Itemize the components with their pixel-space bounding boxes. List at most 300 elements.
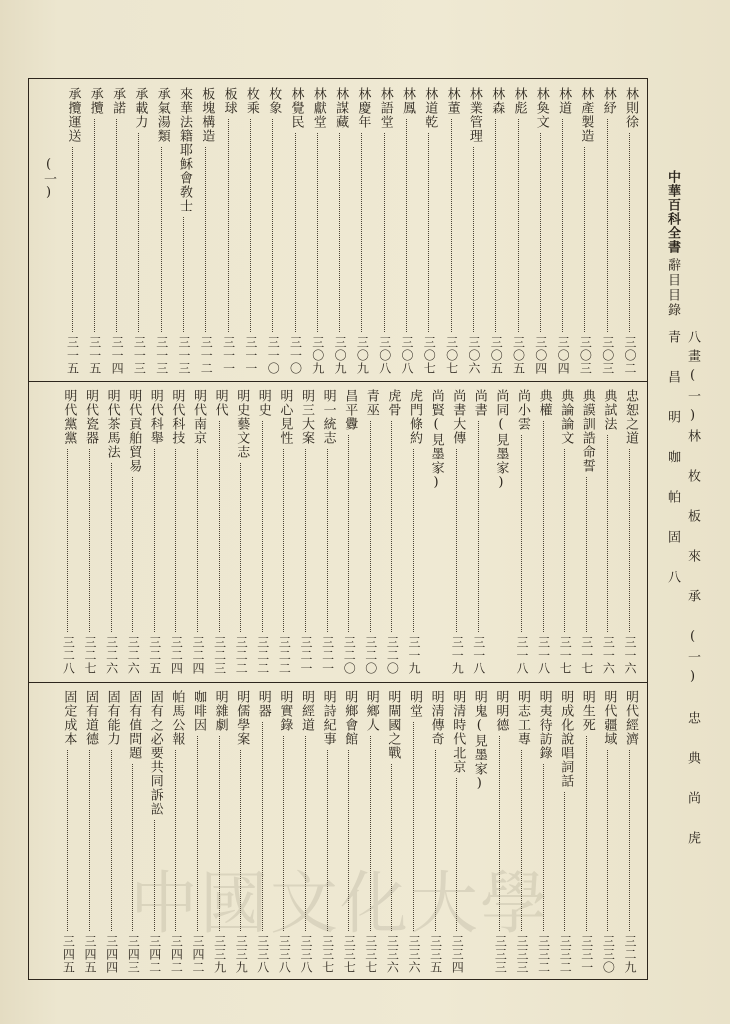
index-entry [57,389,79,677]
entry-term: 林慶年 [355,87,371,129]
entry-term: 承諾 [110,87,126,115]
index-entry [489,690,511,976]
entry-term: 明清時代北京 [450,690,466,774]
index-entry [338,389,360,677]
index-entry [619,690,641,976]
entry-page: 三二二 [277,636,292,675]
leader-dots [111,463,112,632]
index-entry [485,87,507,377]
entry-term: 青巫 [363,389,379,417]
entry-page: 三三九 [234,935,249,974]
entry-term: 明儒學案 [234,690,250,746]
entry-term: 明代 [212,389,228,417]
entry-page: 三〇八 [400,336,414,375]
entry-term: 林道 [556,87,572,115]
entry-page: 三四二 [191,935,205,974]
entry-page: 三二二 [234,636,249,675]
leader-dots [161,147,162,332]
leader-dots [361,133,362,332]
leader-dots [283,449,284,632]
entry-page: 三一二 [199,336,214,375]
leader-dots [473,147,474,332]
index-entry [101,690,123,976]
index-entry [533,389,555,677]
entry-page: 三二〇 [385,636,400,675]
entry-term: 明清傳奇 [428,690,444,746]
entry-term: 林業管理 [466,87,482,143]
entry-term: 明志工專 [515,690,530,746]
entry-page: 三〇四 [556,336,571,375]
entry-term: 林獻堂 [310,87,326,129]
leader-dots [116,119,117,332]
leader-dots [132,477,133,632]
entry-page: 三一七 [558,636,573,675]
index-entry [195,87,217,377]
leader-dots [562,119,563,332]
entry-term: 明代黨黨 [61,389,77,445]
leader-dots [435,750,436,931]
leader-dots [132,764,133,931]
leader-dots [295,133,296,332]
entry-term: 典試法 [601,389,617,431]
index-entry [317,389,339,677]
leader-dots [629,750,630,931]
entry-page: 三三八 [255,935,270,974]
entry-term: 承載力 [132,87,148,129]
entry-term: 林紓 [600,87,616,115]
index-entry [552,87,574,377]
entry-term: 枚乘 [243,87,259,115]
leader-dots [518,119,519,332]
entry-term: 林彪 [511,87,527,115]
leader-dots [240,750,241,931]
leader-dots [521,750,522,931]
sub-section-marker: (一) [41,157,56,200]
entry-page: 三二二 [255,636,270,675]
entry-term: 明代科技 [169,389,185,445]
leader-dots [283,736,284,931]
entry-page: 三三七 [320,935,335,974]
entry-term: 承攬 [87,87,103,115]
leader-dots [543,421,544,632]
entry-page: 三一〇 [288,336,303,375]
index-entry [252,690,274,976]
index-entry [151,87,173,377]
index-entry [530,87,552,377]
entry-page: 三四五 [83,935,97,974]
leader-dots [629,449,630,632]
entry-page: 三三三 [515,935,529,974]
running-header [658,170,700,870]
leader-dots [370,421,371,632]
entry-page: 三四五 [61,935,76,974]
leader-dots [540,133,541,332]
index-entry [576,389,598,677]
entry-page: 三三六 [407,935,421,974]
leader-dots [456,778,457,931]
leader-dots [406,119,407,332]
entry-term: 尚賢(見墨家) [428,389,444,491]
entry-term: 承氣湯類 [154,87,170,143]
entry-term: 典論論文 [558,389,574,445]
entry-term: 承攬運送 [65,87,81,143]
entry-page: 三四三 [126,935,141,974]
leader-dots [478,421,479,632]
entry-term: 明鄉人 [363,690,379,732]
leader-dots [72,147,73,332]
entry-term: 林鳳 [400,87,415,115]
leader-dots [272,119,273,332]
leader-dots [564,449,565,632]
entry-term: 忠恕之道 [623,389,638,445]
leader-dots [564,792,565,931]
entry-term: 明鄉會館 [342,690,358,746]
entry-term: 典權 [536,389,552,417]
entry-page: 三一五 [87,336,102,375]
index-entry [338,690,360,976]
leader-dots [228,119,229,332]
entry-page: 三一六 [601,636,616,675]
entry-term: 固有之必要共同訴訟 [147,690,163,816]
index-entry [230,389,252,677]
entry-page: 三一三 [177,336,191,375]
leader-dots [495,119,496,332]
entry-page: 三三二 [536,935,551,974]
index-entry [79,389,101,677]
index-entry [165,690,187,976]
index-entry [230,690,252,976]
leader-dots [428,133,429,332]
leader-dots [607,750,608,931]
leader-dots [327,750,328,931]
entry-term: 明史藝文志 [234,389,250,459]
entry-page: 三二一 [320,636,335,675]
entry-page: 三〇八 [377,336,392,375]
index-section-3 [29,690,649,976]
index-entry [351,87,373,377]
entry-page: 三〇五 [511,336,526,375]
entry-page: 三三九 [212,935,227,974]
index-entry [218,87,240,377]
index-entry [508,87,530,377]
leader-dots [250,119,251,332]
index-entry [101,389,123,677]
index-entry [511,389,533,677]
entry-page: 三一八 [536,636,551,675]
entry-page: 三二八 [61,636,76,675]
entry-page: 三二三 [212,636,227,675]
section-divider [29,682,647,683]
index-entry [106,87,128,377]
entry-page: 三一〇 [266,336,281,375]
entry-term: 明代茶馬法 [104,389,120,459]
index-entry [597,87,619,377]
entry-term: 明代疆域 [601,690,617,746]
leader-dots [413,722,414,931]
entry-page: 三二九 [623,935,637,974]
index-entry [441,87,463,377]
entry-page: 三一九 [407,636,421,675]
entry-page: 三三六 [385,935,400,974]
index-entry [554,389,576,677]
index-entry [360,389,382,677]
entry-page: 三一一 [221,336,236,375]
entry-term: 尚書大傳 [450,389,466,445]
index-entry [295,389,317,677]
leader-dots [154,820,155,931]
leader-dots [584,147,585,332]
leader-dots [305,449,306,632]
index-entry [418,87,440,377]
book-subtitle: 辭目目錄 [665,258,680,318]
leader-dots [94,119,95,332]
index-entry [262,87,284,377]
entry-term: 尚小雲 [515,389,530,431]
leader-dots [205,147,206,332]
leader-dots [67,449,68,632]
leader-dots [586,736,587,931]
leader-dots [219,421,220,632]
leader-dots [348,435,349,632]
index-entry [468,690,490,976]
index-entry [209,690,231,976]
entry-page: 三一八 [515,636,529,675]
entry-page: 三〇九 [355,336,370,375]
leader-dots [138,133,139,332]
index-entry [252,389,274,677]
entry-term: 明代貢舶貿易 [126,389,142,473]
leader-dots [391,421,392,632]
index-entry [619,389,641,677]
index-entry [84,87,106,377]
entry-page: 三二〇 [342,636,357,675]
leader-dots [262,421,263,632]
entry-term: 固有值問題 [126,690,142,760]
entry-page: 三〇三 [600,336,615,375]
entry-term: 明器 [255,690,271,718]
leader-dots [111,750,112,931]
entry-page: 三〇七 [422,336,437,375]
entry-page: 三三三 [493,935,508,974]
entry-term: 明生死 [579,690,595,732]
entry-page: 三二四 [191,636,205,675]
entry-term: 林謀藏 [333,87,349,129]
entry-term: 明三大案 [299,389,314,445]
index-entry [209,389,231,677]
entry-page: 三二四 [169,636,184,675]
entry-term: 明代南京 [191,389,206,445]
index-section-1 [29,87,649,377]
index-entry [425,690,447,976]
entry-page: 三一四 [110,336,125,375]
leader-dots [629,133,630,332]
entry-page: 三三四 [450,935,465,974]
entry-term: 來華法籍耶穌會敎士 [177,87,192,213]
index-entry [554,690,576,976]
entry-term: 明詩紀事 [320,690,336,746]
index-entry [144,690,166,976]
index-entry [619,87,641,377]
entry-term: 板塊構造 [199,87,215,143]
leader-dots [499,736,500,931]
index-entry [57,690,79,976]
leader-dots [197,736,198,931]
entry-term: 固有能力 [104,690,120,746]
entry-term: 枚象 [266,87,282,115]
entry-term: 林覺民 [288,87,304,129]
entry-term: 明經道 [299,690,314,732]
leader-dots [607,435,608,632]
leader-dots [67,750,68,931]
index-entry [597,389,619,677]
entry-term: 林語堂 [377,87,393,129]
entry-page: 三二六 [104,636,119,675]
index-entry [173,87,195,377]
index-entry [122,690,144,976]
index-entry [574,87,596,377]
index-entry [489,389,511,677]
index-entry [285,87,307,377]
index-entry [295,690,317,976]
entry-page: 三〇六 [466,336,481,375]
entry-page: 三四二 [147,935,162,974]
index-entry [273,690,295,976]
index-entry [446,389,468,677]
index-entry [273,389,295,677]
entry-page: 三二六 [126,636,141,675]
leader-dots [327,449,328,632]
entry-term: 林則徐 [623,87,638,129]
leader-dots [391,764,392,931]
entry-term: 林董 [444,87,460,115]
index-frame [28,78,648,980]
entry-page: 三〇二 [623,336,637,375]
index-entry [360,690,382,976]
leader-dots [305,736,306,931]
leader-dots [262,722,263,931]
index-entry [597,690,619,976]
index-entry [396,87,418,377]
entry-page: 三〇三 [578,336,593,375]
index-entry [187,389,209,677]
entry-term: 明實錄 [277,690,293,732]
entry-term: 林產製造 [578,87,594,143]
section-divider [29,381,647,382]
entry-page: 三一一 [243,336,258,375]
entry-page: 三二〇 [363,636,378,675]
leader-dots [348,750,349,931]
entry-term: 明夷待訪錄 [536,690,552,760]
leader-dots [384,133,385,332]
leader-dots [317,133,318,332]
entry-term: 明一統志 [320,389,336,445]
leader-dots [456,449,457,632]
index-entry [79,690,101,976]
index-entry [329,87,351,377]
index-entry [446,690,468,976]
entry-page: 三〇四 [533,336,548,375]
index-entry [374,87,396,377]
index-entry [463,87,485,377]
leader-dots [175,750,176,931]
index-section-2 [29,389,649,677]
index-entry [307,87,329,377]
index-entry [187,690,209,976]
entry-page: 三一三 [132,336,147,375]
leader-dots [521,435,522,632]
leader-dots [219,736,220,931]
entry-term: 虎骨 [385,389,401,417]
entry-term: 昌平釁 [342,389,358,431]
index-entry [317,690,339,976]
entry-term: 板球 [221,87,237,115]
leader-dots [154,449,155,632]
entry-page: 三三五 [428,935,443,974]
entry-term: 明史 [255,389,271,417]
entry-term: 尚同(見墨家) [493,389,509,491]
entry-term: 明鬼(見墨家) [471,690,487,792]
entry-term: 明成化說唱詞話 [558,690,574,788]
book-title: 中華百科全書 [665,170,680,254]
leader-dots [451,119,452,332]
leader-dots [339,133,340,332]
entry-page: 三三七 [363,935,378,974]
index-entry [128,87,150,377]
section-heads: 八畫(一)林 枚 板 來 承 (一) 忠 典 尚 虎 青 昌 明 咖 帕 固 八 [665,330,700,850]
entry-page: 三〇九 [333,336,348,375]
leader-dots [370,736,371,931]
entry-page: 三一九 [450,636,465,675]
entry-page: 三三八 [299,935,313,974]
entry-term: 明代科舉 [147,389,163,445]
entry-page: 三三八 [277,935,292,974]
entry-page: 三〇五 [489,336,504,375]
leader-dots [175,449,176,632]
entry-term: 明雜劇 [212,690,228,732]
leader-dots [197,449,198,632]
entry-term: 帕馬公報 [169,690,185,746]
leader-dots [607,119,608,332]
entry-page: 三〇七 [444,336,459,375]
entry-term: 林奐文 [533,87,549,129]
entry-term: 明堂 [407,690,422,718]
entry-term: 明閘國之戰 [385,690,401,760]
index-entry [381,690,403,976]
entry-term: 尚書 [471,389,487,417]
entry-page: 三一七 [579,636,594,675]
leader-dots [89,449,90,632]
entry-page: 三四二 [169,935,184,974]
entry-term: 咖啡因 [191,690,206,732]
entry-term: 林森 [489,87,505,115]
index-entry [122,389,144,677]
entry-page: 三二五 [147,636,162,675]
leader-dots [183,217,184,332]
entry-page: 三三七 [342,935,357,974]
entry-page: 三四四 [104,935,119,974]
entry-page: 三二七 [83,636,97,675]
entry-page: 三三〇 [601,935,616,974]
entry-page: 三一八 [471,636,486,675]
entry-page: 三三一 [579,935,594,974]
entry-page: 三一六 [623,636,637,675]
entry-term: 林道乾 [422,87,438,129]
entry-term: 固定成本 [61,690,77,746]
index-entry [62,87,84,377]
index-entry [144,389,166,677]
index-entry [403,690,425,976]
index-entry [165,389,187,677]
